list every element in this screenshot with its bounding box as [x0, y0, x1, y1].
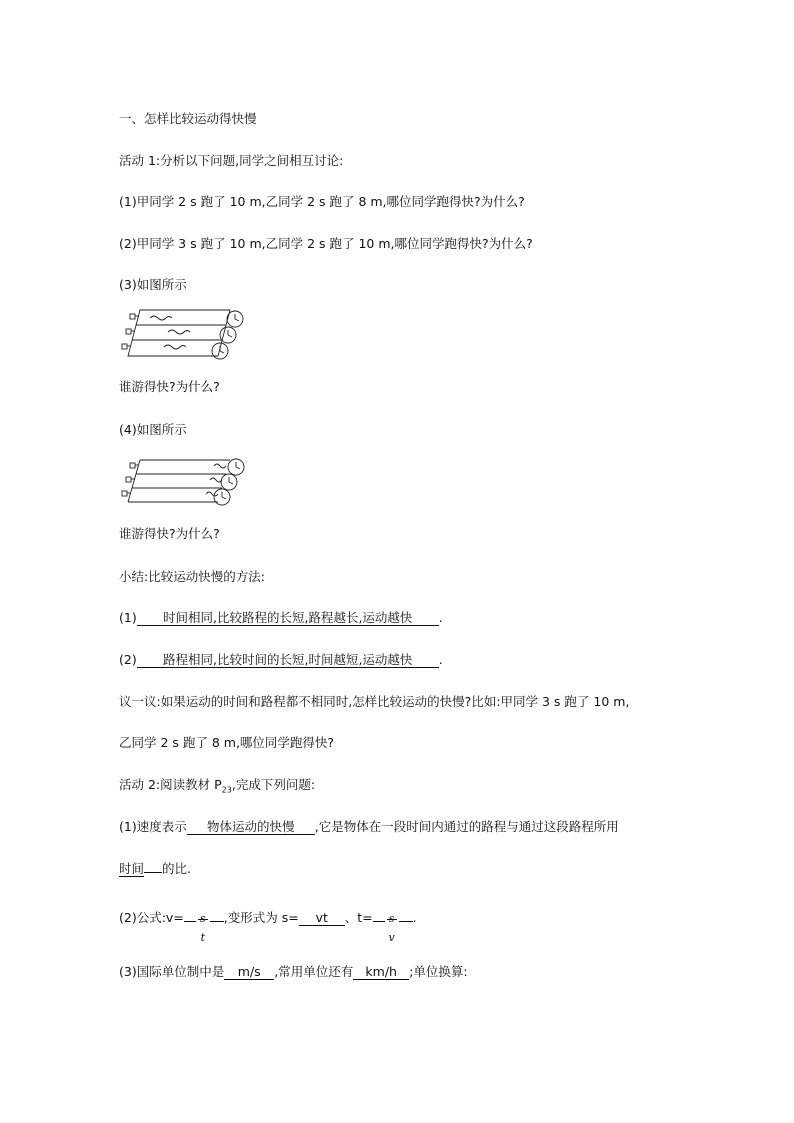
formula-middle-2: 、t=	[344, 910, 373, 925]
speed-meaning-answer: 物体运动的快慢	[187, 819, 315, 835]
stopwatch-icon	[212, 343, 228, 359]
units-end: ;单位换算:	[409, 964, 468, 979]
fraction-numerator: s	[199, 911, 206, 925]
activity2-question-2	[119, 901, 417, 944]
formula-end: .	[412, 910, 417, 925]
units-middle: ,常用单位还有	[274, 964, 354, 979]
activity2-q1-end: 的比.	[162, 861, 191, 876]
summary-answer-1: 时间相同,比较路程的长短,路程越长,运动越快	[137, 610, 439, 626]
activity2-intro	[119, 777, 315, 799]
stopwatch-icon	[214, 489, 230, 505]
summary-item-1	[119, 610, 443, 626]
summary-item-1-number: (1)	[119, 610, 137, 625]
fraction-denominator: t	[200, 930, 205, 944]
summary-item-2	[119, 652, 443, 668]
fraction-denominator: v	[388, 930, 395, 944]
swimming-figure-2	[118, 456, 248, 508]
activity1-question-4-followup: 谁游得快?为什么?	[119, 526, 220, 541]
formula-fraction-s-over-v	[386, 902, 398, 944]
activity1-question-2: (2)甲同学 3 s 跑了 10 m,乙同学 2 s 跑了 10 m,哪位同学跑得快?为什么?	[119, 236, 533, 251]
activity1-question-4: (4)如图所示	[119, 422, 187, 437]
activity1-intro: 活动 1:分析以下问题,同学之间相互讨论:	[119, 153, 344, 168]
si-unit-answer: m/s	[224, 964, 274, 980]
stopwatch-icon	[227, 311, 243, 327]
time-answer: 时间	[119, 861, 145, 876]
activity2-page-number: 23	[221, 785, 232, 795]
summary-title: 小结:比较运动快慢的方法:	[119, 569, 265, 584]
stopwatch-icon	[228, 459, 244, 475]
discussion-line-1: 议一议:如果运动的时间和路程都不相同时,怎样比较运动的快慢?比如:甲同学 3 s 跑了 10 m,	[119, 694, 630, 709]
summary-item-2-period: .	[438, 652, 443, 667]
discussion-line-2: 乙同学 2 s 跑了 8 m,哪位同学跑得快?	[119, 735, 335, 750]
summary-item-2-number: (2)	[119, 652, 137, 667]
activity1-question-1: (1)甲同学 2 s 跑了 10 m,乙同学 2 s 跑了 8 m,哪位同学跑得快?为什么?	[119, 194, 525, 209]
swimmer-icon	[214, 464, 226, 468]
formula-prefix: (2)公式:v=	[119, 910, 184, 925]
stopwatch-icon	[220, 327, 236, 343]
swimmer-icon	[168, 330, 190, 334]
activity2-intro-text: 活动 2:阅读教材 P	[119, 777, 222, 792]
activity2-intro-tail: ,完成下列问题:	[231, 777, 316, 792]
swimming-figure-1	[118, 306, 248, 362]
formula-answer-s: vt	[299, 910, 345, 926]
swimmer-icon	[210, 478, 222, 482]
units-prefix: (3)国际单位制中是	[119, 964, 225, 979]
swimmer-icon	[164, 345, 186, 349]
formula-fraction-s-over-t	[197, 902, 209, 944]
activity2-q1-prefix: (1)速度表示	[119, 819, 187, 834]
common-unit-answer: km/h	[353, 964, 409, 980]
activity2-question-3	[119, 964, 468, 980]
summary-item-1-period: .	[438, 610, 443, 625]
summary-answer-2: 路程相同,比较时间的长短,时间越短,运动越快	[137, 652, 439, 668]
activity2-q1-middle: ,它是物体在一段时间内通过的路程与通过这段路程所用	[314, 819, 619, 834]
formula-middle: ,变形式为 s=	[223, 910, 299, 925]
fraction-numerator: s	[388, 911, 395, 925]
pool-outline	[128, 310, 230, 356]
swimmer-icon	[206, 492, 218, 496]
time-answer-blank	[144, 872, 162, 873]
section-title: 一、怎样比较运动得快慢	[119, 111, 257, 126]
activity2-question-1-continued	[119, 861, 191, 877]
stopwatch-icon	[221, 474, 237, 490]
activity1-question-3: (3)如图所示	[119, 277, 187, 292]
activity2-question-1	[119, 819, 619, 835]
swimmer-icon	[150, 316, 172, 320]
activity1-question-3-followup: 谁游得快?为什么?	[119, 379, 220, 394]
